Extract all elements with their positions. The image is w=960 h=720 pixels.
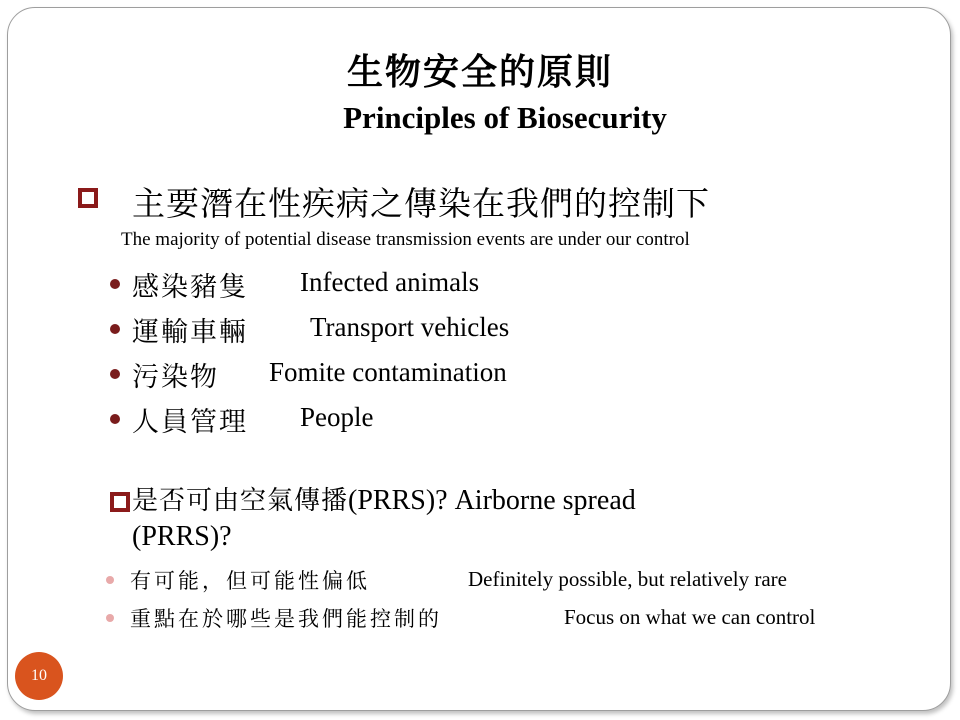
list-item-english: People [300, 402, 374, 432]
square-bullet-icon [110, 492, 130, 512]
bullet-dot-icon [110, 324, 120, 334]
bullet-dot-icon [110, 279, 120, 289]
list-item-english: Infected animals [300, 267, 480, 297]
question-english: (PRRS)? Airborne spread [348, 485, 636, 516]
sub-list-item-chinese: 重點在於哪些是我們能控制的 [130, 607, 442, 631]
slide-title-english: Principles of Biosecurity [343, 100, 667, 135]
list-item-english: Fomite contamination [269, 357, 507, 387]
list-item-chinese: 污染物 [132, 362, 219, 393]
list-item-chinese: 人員管理 [132, 407, 248, 438]
bullet-dot-icon [110, 369, 120, 379]
list-item-english: Transport vehicles [310, 312, 510, 342]
square-bullet-icon [78, 188, 98, 208]
main-point-english: The majority of potential disease transmission events are under our control [121, 229, 690, 250]
bullet-dot-icon [110, 414, 120, 424]
list-item-chinese: 感染豬隻 [132, 272, 248, 303]
sub-list-item-chinese: 有可能，但可能性偏低 [130, 569, 370, 593]
question-chinese: 是否可由空氣傳播 [132, 486, 349, 516]
bullet-dot-icon [106, 614, 114, 622]
list-item-chinese: 運輸車輛 [132, 317, 248, 348]
page-number-badge: 10 [15, 652, 63, 700]
bullet-dot-icon [106, 576, 114, 584]
slide-title-chinese: 生物安全的原則 [346, 51, 613, 93]
question-line [132, 484, 636, 518]
question-line-2: (PRRS)? [132, 521, 232, 552]
sub-list-item-english: Definitely possible, but relatively rare [468, 567, 787, 591]
sub-list-item-english: Focus on what we can control [564, 605, 816, 629]
main-point-chinese: 主要潛在性疾病之傳染在我們的控制下 [132, 184, 710, 223]
